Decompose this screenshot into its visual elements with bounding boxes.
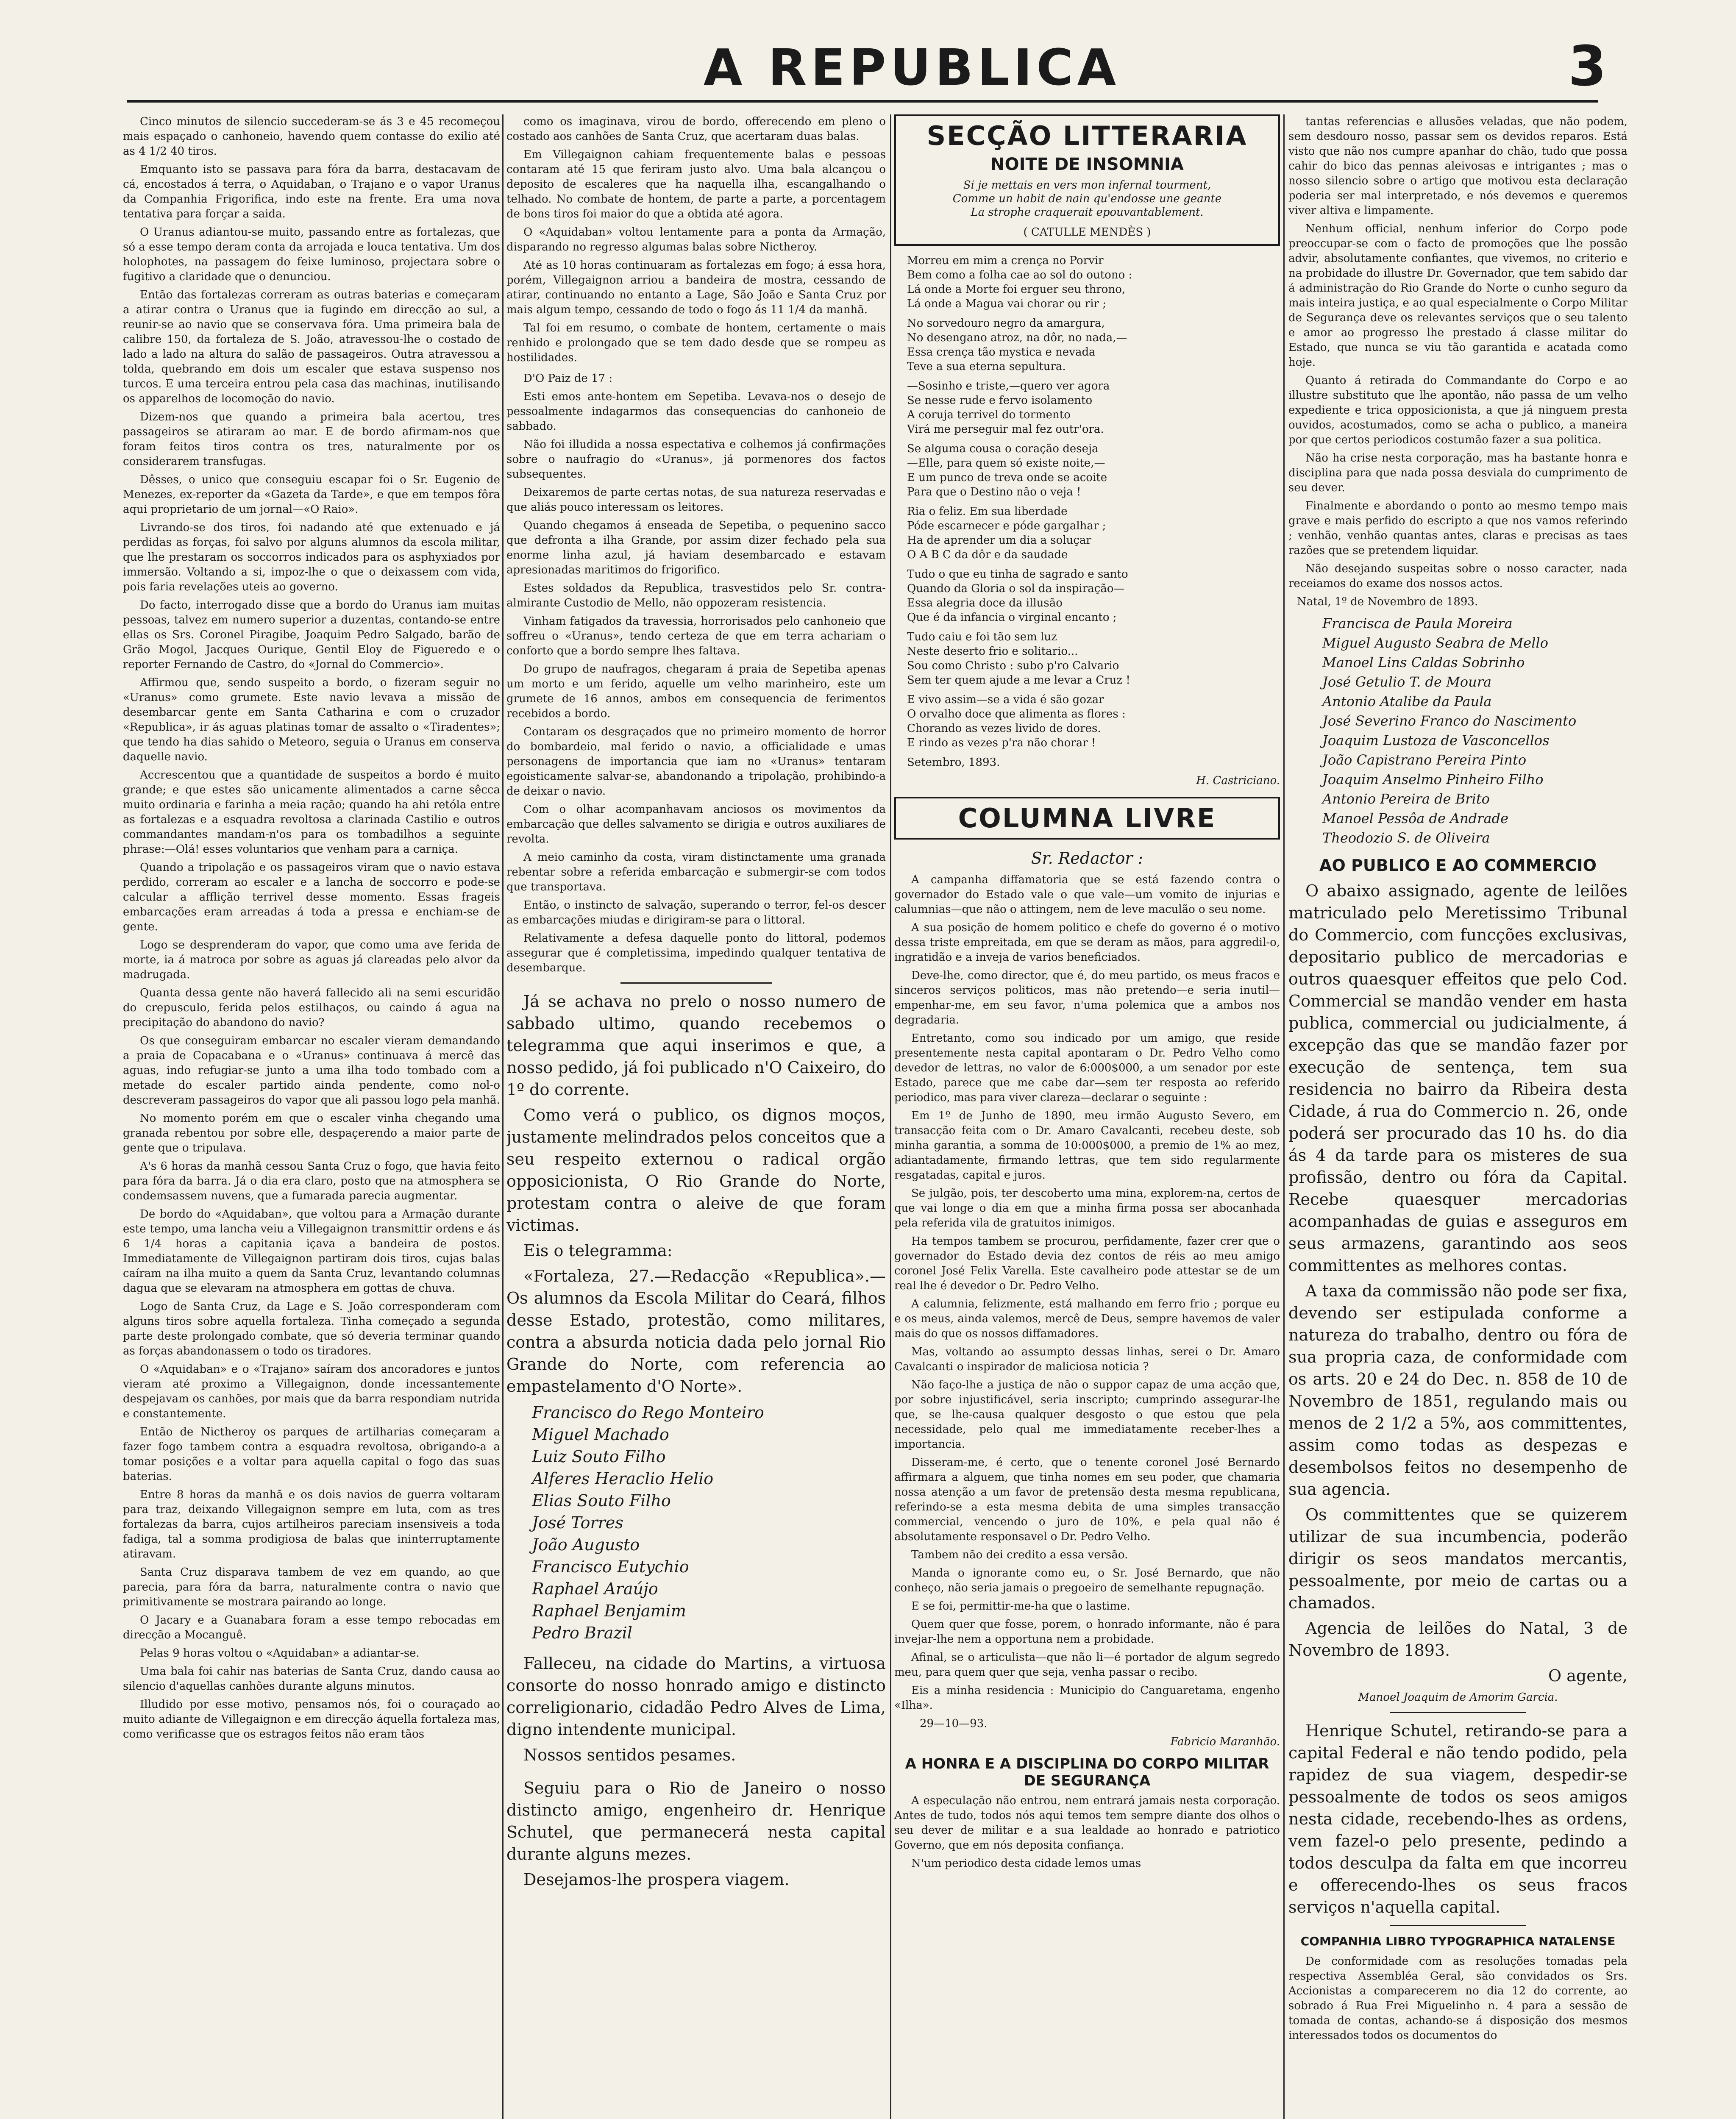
travel-notice: Seguiu para o Rio de Janeiro o nosso distincto amigo, engenheiro dr. Henrique Schutel, que permanecerá nesta capital durante alguns mezes. — [506, 1779, 886, 1863]
article-combat-continued — [506, 114, 886, 365]
column-1 — [123, 114, 500, 2119]
letter-paragraph: Se julgão, pois, ter descoberto uma mina, explorem-na, certos de que vai longe o dia em que a minha firma possa ser abocanhada pela referida vila de gratuitos inimigos. — [894, 1187, 1280, 1229]
signature-name: Alferes Heraclio Helio — [532, 1469, 714, 1488]
separator-rule — [620, 982, 772, 984]
letter-body — [894, 873, 1280, 1713]
poem-stanza: E vivo assim—se a vida é são gozar O orvalho doce que alimenta as flores : Chorando as vezes livido de dores. E rindo as vezes p'ra não chorar ! — [907, 693, 1126, 749]
article-paragraph: Illudido por esse motivo, pensamos nós, foi o couraçado ao muito adiante de Villegaignon e em direcção áquella fortaleza mas, como verificasse que os estragos feitos não eram tãos — [123, 1698, 500, 1741]
signature-name: Antonio Pereira de Brito — [1322, 791, 1490, 807]
article-paragraph: Nenhum official, nenhum inferior do Corpo pode preoccupar-se com o facto de promoções que lhe possão advir, absolutamente confiantes, que vivemos, no criterio e na probidade do illustre Dr. Governador, que tem sabido dar á administração do Rio Grande do Norte o cunho seguro da mais inteira justiça, e ao qual especialmente o Corpo Militar de Segurança deve os relevantes serviços que o seu talento e amor ao progresso lhe prestado á classe militar do Estado, que nunca se viu tão garantida e acatada como hoje. — [1288, 222, 1628, 369]
article-paragraph: Deixaremos de parte certas notas, de sua natureza reservadas e que aliás pouco interessam os leitores. — [506, 486, 886, 514]
article-paragraph: Cinco minutos de silencio succederam-se ás 3 e 45 recomeçou mais espaçado o canhoneio, havendo quem contasse do exilio até as 4 1/2 40 tiros. — [123, 115, 500, 158]
signature-name: Manoel Pessôa de Andrade — [1322, 810, 1509, 826]
letter-paragraph: Disseram-me, é certo, que o tenente coronel José Bernardo affirmara a alguem, que tinha nomes em seu poder, que chamaria nossa atenção a um favor de pretensão desta mesma republicana, referindo-se a esta mesma debita de uma simples transacção commercial, vencendo o juro de 10%, e pela qual não é absolutamente responsavel o Dr. Pedro Velho. — [894, 1456, 1280, 1543]
literary-section-header — [894, 114, 1280, 246]
article-paragraph: Quando a tripolação e os passageiros viram que o navio estava perdido, correram ao escaler e a lancha de soccorro e pode-se calcular a afflição terrivel desse momento. Essas frageis embarcações eram arreadas á toda a pressa e enchiam-se de gente. — [123, 861, 500, 933]
article-paragraph: Não foi illudida a nossa espectativa e colhemos já confirmações sobre o naufragio do «Uranus», já pormenores dos factos subsequentes. — [506, 438, 886, 481]
article-paragraph: Emquanto isto se passava para fóra da barra, destacavam de cá, encostados á terra, o Aquidaban, o Trajano e o vapor Uranus da Companhia Frigorifica, indo este na frente. Era uma nova tentativa para forçar a saida. — [123, 163, 500, 220]
military-paragraph: N'um periodico desta cidade lemos umas — [911, 1857, 1141, 1870]
letter-paragraph: Mas, voltando ao assumpto dessas linhas, serei o Dr. Amaro Cavalcanti o inspirador de maliciosa noticia ? — [894, 1346, 1280, 1373]
article-paragraph: Logo se desprenderam do vapor, que como uma ave ferida de morte, ia á matroca por sobre as aguas já clareadas pelo alvor da madrugada. — [123, 939, 500, 981]
article-paragraph: De bordo do «Aquidaban», que voltou para a Armação durante este tempo, uma lancha veiu a Villegaignon transmittir ordens e ás 6 1/4 horas a capitania içava a bandeira de postos. Immediatamente de Villegaignon partiram dois tiros, cujas balas caíram na ilha muito a quem da Santa Cruz, levantando columnas dagua que se elevaram na atmosphera em gottas de chuva. — [123, 1208, 500, 1295]
poem-stanza: Tudo caiu e foi tão sem luz Neste deserto frio e solitario... Sou como Christo : subo p'ro Calvario Sem ter quem ajude a me levar a Cruz ! — [907, 631, 1130, 687]
article-paragraph: Dizem-nos que quando a primeira bala acertou, tres passageiros se atiraram ao mar. E de bordo afirmam-nos que foram feitos tiros contra os tres, naturalmente por os considerarem transfugas. — [123, 411, 500, 468]
article-paragraph: Com o olhar acompanhavam anciosos os movimentos da embarcação que delles salvamento se dirigia e outros auxiliares de revolta. — [506, 803, 886, 845]
signature-name: Raphael Benjamim — [532, 1602, 686, 1620]
company-title: COMPANHIA LIBRO TYPOGRAPHICA NATALENSE — [1300, 1934, 1616, 1948]
masthead — [0, 0, 1736, 114]
article-paragraph: Logo de Santa Cruz, da Lage e S. João corresponderam com alguns tiros sobre aquella fortaleza. Tinha começado a segunda parte deste prolongado combate, que só deveria terminar quando as forças abandonassem o todo os tiradores. — [123, 1300, 500, 1357]
column-divider — [890, 114, 891, 2119]
letter-paragraph: A sua posição de homem politico e chefe do governo é o motivo dessa triste empreitada, em que se deram as mãos, para aggredil-o, ingratidão e a inveja de varios beneficiados. — [894, 921, 1280, 964]
article-paragraph: Santa Cruz disparava tambem de vez em quando, ao que parecia, para fóra da barra, naturalmente contra o navio que primitivamente se mostrara pairando ao longe. — [123, 1566, 500, 1608]
letter-paragraph: Manda o ignorante como eu, o Sr. José Bernardo, que não conheço, não seria jamais o pregoeiro de semelhante repugnação. — [894, 1567, 1280, 1594]
article-paragraph: Estes soldados da Republica, trasvestidos pelo Sr. contra-almirante Custodio de Mello, não oppozeram resistencia. — [506, 582, 886, 609]
article-paragraph: Não desejando suspeitas sobre o nosso caracter, nada receiamos do exame dos nossos actos. — [1288, 562, 1628, 590]
auction-paragraph: O abaixo assignado, agente de leilões matriculado pelo Meretissimo Tribunal do Commercio, com funcções exclusivas, depositario publico de mercadorias e outros quaesquer effeitos que pelo Cod. Commercial se mandão vender em hasta publica, commercial ou judicialmente, á excepção das que se mandão fazer por execução de sentença, tem sua residencia no bairro da Ribeira desta Cidade, á rua do Commercio n. 26, onde poderá ser procurado das 10 hs. do dia ás 4 da tarde para os misteres de sua profissão, dentro ou fóra da Capital. Recebe quaesquer mercadorias acompanhadas de guias e asseguros em seus armazens, garantindo aos seos committentes as melhores contas. — [1288, 882, 1628, 1275]
poem-body — [894, 253, 1280, 750]
article-paragraph: Do facto, interrogado disse que a bordo do Uranus iam muitas pessoas, talvez em numero superior a duzentas, contando-se entre ellas os Srs. Coronel Piragibe, Joaquim Pedro Salgado, barão de Grão Mogol, Jacques Ourique, Gentil Eloy de Figueredo e o reporter Fernando de Castro, do «Jornal do Commercio». — [123, 599, 500, 671]
signature-name: Theodozio S. de Oliveira — [1322, 830, 1490, 846]
article-paragraph: Quando chegamos á enseada de Sepetiba, o pequenino sacco que defronta a ilha Grande, por assim dizer fechado pela sua enorme linha azul, já haviam desembarcado e estavam apresionadas maritimos do frigorifico. — [506, 519, 886, 576]
signature-name: Luiz Souto Filho — [532, 1447, 666, 1466]
article-paragraph: O Uranus adiantou-se muito, passando entre as fortalezas, que só a esse tempo deram conta da arrojada e louca tentativa. Um dos holophotes, na passagem do feixe luminoso, projectara sobre o fugitivo a claridade que o denunciou. — [123, 226, 500, 283]
telegram-paragraph: «Fortaleza, 27.—Redacção «Republica».—Os alumnos da Escola Militar do Ceará, filhos desse Estado, protestão, como militares, contra a absurda noticia dada pelo jornal Rio Grande do Norte, com referencia ao empastelamento d'O Norte». — [506, 1267, 886, 1396]
article-paragraph: A's 6 horas da manhã cessou Santa Cruz o fogo, que havia feito para fóra da barra. Já o dia era claro, posto que na atmosphera se condemsassem nuvens, que a fumarada parecia augmentar. — [123, 1160, 500, 1202]
article-paragraph: Affirmou que, sendo suspeito a bordo, o fizeram seguir no «Uranus» como grumete. Este navio levava a missão de desembarcar gente em Santa Catharina e com o cruzador «Republica», ir ás aguas platinas tomar de assalto o «Tiradentes»; que tendo ha dias sahido o Meteoro, seguia o Uranus em conserva daquelle navio. — [123, 676, 500, 763]
article-paragraph: Finalmente e abordando o ponto ao mesmo tempo mais grave e mais perfido do escripto a que nos vamos referindo ; venhão, venhão quantas antes, claras e precisas as taes razões que se pretendem liquidar. — [1288, 500, 1628, 557]
column-2 — [506, 114, 886, 2119]
article-paragraph: A meio caminho da costa, viram distinctamente uma granada rebentar sobre a referida embarcação e submergir-se com todos que transportava. — [506, 851, 886, 893]
telegram-signatures — [532, 1402, 886, 1644]
column-4 — [1288, 114, 1628, 2119]
obituary-condolence: Nossos sentidos pesames. — [523, 1746, 736, 1764]
poem-stanza: Morreu em mim a crença no Porvir Bem como a folha cae ao sol do outono : Lá onde a Morte foi erguer seu throno, Lá onde a Magua vai chorar ou rir ; — [907, 254, 1132, 310]
military-article-continued — [1288, 114, 1628, 591]
letter-paragraph: Não faço-lhe a justiça de não o suppor capaz de uma acção que, por sobre injustificável, seria inscripto; cumprindo assegurar-lhe que, se lhe-causa qualquer desgosto o que estou que pela necessidade, pelo qual me immediatamente receber-lhes a importancia. — [894, 1379, 1280, 1451]
article-paragraph: Vinham fatigados da travessia, horrorisados pelo canhoneio que soffreu o «Uranus», tendo certeza de que em terra achariam o conforto que a bordo sempre lhes faltava. — [506, 615, 886, 657]
signature-name: Antonio Atalibe da Paula — [1322, 693, 1492, 709]
article-paragraph: Livrando-se dos tiros, foi nadando até que extenuado e já perdidas as forças, foi salvo por alguns alumnos da escola militar, que lhe prestaram os soccorros indicados para os asphyxiados por immersão. Voltando a si, impoz-lhe o que o deixassem com vida, pois faria revelações uteis ao governo. — [123, 521, 500, 593]
article-paragraph: O Jacary e a Guanabara foram a esse tempo rebocadas em direcção a Mocanguê. — [123, 1614, 500, 1641]
article-paragraph: Esti emos ante-hontem em Sepetiba. Levava-nos o desejo de pessoalmente indagarmos das consequencias do canhoneio de sabbado. — [506, 390, 886, 433]
auction-notice — [1288, 880, 1628, 1661]
letter-paragraph: Deve-lhe, como director, que é, do meu partido, os meus fracos e sinceros serviços politicos, mas não pretendo—e seria inutil—empenhar-me, em seu favor, n'uma polemica que a ambos nos degradaria. — [894, 969, 1280, 1026]
column-3 — [894, 114, 1280, 2119]
signature-name: Joaquim Anselmo Pinheiro Filho — [1322, 771, 1544, 787]
telegram-paragraph: Como verá o publico, os dignos moços, justamente melindrados pelos conceitos que a seu respeito externou o radical orgão opposicionista, O Rio Grande do Norte, protestam contra o aleive de que foram victimas. — [506, 1106, 886, 1235]
signature-name: José Getulio T. de Moura — [1322, 674, 1492, 690]
article-paragraph: Quanta dessa gente não haverá fallecido ali na semi escuridão do crepusculo, ferida pelos estilhaços, ou caindo á agua na precipitação do abandono do navio? — [123, 987, 500, 1029]
poem-stanza: Se alguma cousa o coração deseja —Elle, para quem só existe noite,— E um punco de treva onde se acoite Para que o Destino não o veja ! — [907, 442, 1107, 498]
article-sepetiba — [506, 389, 886, 976]
article-paragraph: Não ha crise nesta corporação, mas ha bastante honra e disciplina para que nada possa desviala do cumprimento de seu dever. — [1288, 452, 1628, 494]
section-title: SECÇÃO LITTERARIA — [926, 120, 1248, 151]
article-paragraph: tantas referencias e allusões veladas, que não podem, sem desdouro nosso, passar sem os devidos reparos. Está visto que não nos cumpre apanhar do chão, tudo que possa cahir do bico das pennas aleivosas e intrigantes ; mas o nosso silencio sobre o artigo que motivou esta declaração poderia ser mal interpretado, e nós devemos e queremos viver altiva e limpamente. — [1288, 115, 1628, 217]
letter-paragraph: A calumnia, felizmente, está malhando em ferro frio ; porque eu e os meus, ainda valemos, mercê de Deus, sempre havemos de valer mais do que os nossos diffamadores. — [894, 1298, 1280, 1340]
epigraph-author: ( CATULLE MENDÈS ) — [1023, 226, 1151, 239]
newspaper-title: A REPUBLICA — [704, 38, 1121, 97]
free-column-header — [894, 797, 1280, 840]
article-paragraph: O «Aquidaban» e o «Trajano» saíram dos ancoradores e juntos vieram até proximo a Villegaignon, donde incessantemente despejavam os canhões, por mais que da barra respondiam nutrida e constantemente. — [123, 1363, 500, 1420]
poem-date: Setembro, 1893. — [907, 756, 1000, 769]
poem-title: NOITE DE INSOMNIA — [990, 155, 1184, 174]
article-paragraph: Os que conseguiram embarcar no escaler vieram demandando a praia de Copacabana e o «Uranus» continuava á mercê das aguas, indo refugiar-se junto a uma ilha todo tombado com a metade do escaler partido ainda pendente, como nol-o descreveram passageiros do vapor que ali passou logo pela manhã. — [123, 1034, 500, 1107]
separator-rule — [1390, 1712, 1526, 1713]
source-line: D'O Paiz de 17 : — [523, 372, 613, 385]
letter-paragraph: A campanha diffamatoria que se está fazendo contra o governador do Estado vale o que vale—um vomito de injurias e calumnias—que não o attingem, nem de leve maculão o seu nome. — [894, 873, 1280, 916]
letter-author: Fabricio Maranhão. — [1170, 1735, 1280, 1748]
signature-name: Raphael Araújo — [532, 1580, 658, 1598]
article-paragraph: Accrescentou que a quantidade de suspeitos a bordo é muito grande; e que estes são unicamente alimentados a carne sêcca muito ordinaria e farinha a meia ração; quando ha ahi retóla entre as fortalezas e a esquadra revoltosa a clarinada Castilio e outros commandantes mandam-n'os para os tombadilhos a seguinte phrase:—Olá! esses voluntarios que venham para a carniça. — [123, 769, 500, 856]
article-paragraph: No momento porém em que o escaler vinha chegando uma granada rebentou por sobre elle, despaçerendo a maior parte de gente que o tripulava. — [123, 1112, 500, 1154]
article-paragraph: Em Villegaignon cahiam frequentemente balas e pessoas contaram até 15 que feriram justo alvo. Uma bala alcançou o deposito de escaleres que ha naquella ilha, escangalhando o telhado. No combate de hontem, de parte a parte, a porcentagem de bons tiros foi maior do que a obtida até agora. — [506, 148, 886, 220]
letter-paragraph: Eis a minha residencia : Municipio do Canguaretama, engenho «Ilha». — [894, 1684, 1280, 1712]
section-title: COLUMNA LIVRE — [958, 803, 1216, 834]
article-paragraph: Quanto á retirada do Commandante do Corpo e ao illustre substituto que lhe apontão, não passa de um velho expediente e trica opposicionista, a que já ninguem presta ouvidos, acostumados, como se acha o publico, a maneira por que certos periodicos costumão fazer a sua politica. — [1288, 374, 1628, 446]
public-commerce-title: AO PUBLICO E AO COMMERCIO — [1319, 856, 1597, 875]
masthead-rule — [127, 100, 1598, 103]
article-telegram — [506, 990, 886, 1397]
agent-name: Manoel Joaquim de Amorim Garcia. — [1358, 1691, 1558, 1704]
separator-rule — [1390, 1925, 1526, 1926]
article-paragraph: Do grupo de naufragos, chegaram á praia de Sepetiba apenas um morto e um ferido, aquelle um velho marinheiro, este um grumete de 16 annos, ambos em consequencia de ferimentos recebidos a bordo. — [506, 663, 886, 720]
auction-paragraph: Agencia de leilões do Natal, 3 de Novembro de 1893. — [1288, 1619, 1628, 1660]
company-notice: De conformidade com as resoluções tomadas pela respectiva Assembléa Geral, são convidados os Srs. Accionistas a comparecerem no dia 12 do corrente, ao sobrado á Rua Frei Miguelinho n. 4 para a sessão de tomada de contas, achando-se á disposição dos mesmos interessados todos os documentos do — [1288, 1955, 1628, 2042]
signature-name: José Severino Franco do Nascimento — [1322, 713, 1577, 729]
schutel-notice: Henrique Schutel, retirando-se para a capital Federal e não tendo podido, pela rapidez de sua viagem, despedir-se pessoalmente de todos os seos amigos nesta cidade, recebendo-lhes as ordens, vem fazel-o pelo presente, pedindo a todos desculpa da falta em que incorreu e offerecendo-lhes os seus fracos serviços n'aquella capital. — [1288, 1721, 1628, 1916]
poem-stanza: No sorvedouro negro da amargura, No desengano atroz, na dôr, no nada,— Essa crença tão mystica e nevada Teve a sua eterna sepultura. — [907, 317, 1127, 373]
article-paragraph: Relativamente a defesa daquelle ponto do littoral, podemos assegurar que é completissima, impedindo qualquer tentativa de desembarque. — [506, 932, 886, 974]
telegram-paragraph: Eis o telegramma: — [523, 1241, 673, 1260]
auction-paragraph: Os committentes que se quizerem utilizar de sua incumbencia, poderão dirigir os seos mandatos mercantis, pessoalmente, por meio de cartas ou a chamados. — [1288, 1505, 1628, 1612]
article-combat-report — [123, 114, 500, 1742]
military-paragraph: A especulação não entrou, nem entrará jamais nesta corporação. Antes de tudo, todos nós aqui temos tem sempre diante dos olhos o seu dever de militar e a sua lealdade ao honrado e patriotico Governo, que em nós deposita confiança. — [894, 1794, 1280, 1852]
auction-paragraph: A taxa da commissão não pode ser fixa, devendo ser estipulada conforme a natureza do trabalho, dentro ou fóra de sua propria caza, de conformidade com os arts. 20 e 24 do Dec. n. 858 de 10 de Novembro de 1851, regulando mais ou menos de 2 1/2 a 5%, aos committentes, assim como todas as despezas e desembolsos feitos no desempenho de sua agencia. — [1288, 1282, 1628, 1499]
letter-paragraph: Tambem não dei credito a essa versão. — [911, 1549, 1128, 1561]
article-paragraph: O «Aquidaban» voltou lentamente para a ponta da Armação, disparando no regresso algumas balas sobre Nictheroy. — [506, 226, 886, 253]
letter-paragraph: Entretanto, como sou indicado por um amigo, que reside presentemente nesta capital apontaram o Dr. Pedro Velho como devedor de lettras, no valor de 6:000$000, a um senador por este Estado, parece que me cabe dar—sem ter resposta ao referido periodico, mas para viver clareza—declarar o seguinte : — [894, 1032, 1280, 1104]
article-paragraph: Então de Nictheroy os parques de artilharias começaram a fazer fogo tambem contra a esquadra revoltosa, obrigando-a a tomar posições e a voltar para aquella capital o fogo das suas baterias. — [123, 1426, 500, 1483]
letter-date: 29—10—93. — [920, 1717, 988, 1730]
letter-paragraph: Quem quer que fosse, porem, o honrado informante, não é para invejar-lhe nem a opportuna nem a probidade. — [894, 1618, 1280, 1646]
article-paragraph: Até as 10 horas continuaram as fortalezas em fogo; á essa hora, porém, Villegaignon arriou a bandeira de mostra, cessando de atirar, continuando no entanto a Lage, São João e Santa Cruz por mais algum tempo, cessando de todo o fogo ás 11 1/4 da manhã. — [506, 259, 886, 316]
article-paragraph: Dêsses, o unico que conseguiu escapar foi o Sr. Eugenio de Menezes, ex-reporter da «Gazeta da Tarde», e que em tempos fôra aqui proprietario de um jornal—«O Raio». — [123, 473, 500, 516]
travel-wish: Desejamos-lhe prospera viagem. — [523, 1870, 790, 1889]
article-paragraph: Então das fortalezas correram as outras baterias e começaram a atirar contra o Uranus que ia fugindo em direcção ao sul, a reunir-se ao navio que se conservava fóra. Uma primeira bala de calibre 150, da fortaleza de S. João, atravessou-lhe o costado de lado a lado na altura do salão de passageiros. Outra atravessou a tolda, quebrando em dois um escaler que estava suspenso nos turcos. E uma terceira entrou pela casa das machinas, inutilisando os apparelhos de locomoção do navio. — [123, 289, 500, 405]
signature-name: Elias Souto Filho — [532, 1491, 671, 1510]
letter-paragraph: E se foi, permittir-me-ha que o lastime. — [911, 1600, 1130, 1613]
obituary-notice: Falleceu, na cidade do Martins, a virtuosa consorte do nosso honrado amigo e distincto correligionario, cidadão Pedro Alves de Lima, digno intendente municipal. — [506, 1654, 886, 1739]
column-divider — [1283, 114, 1285, 2119]
letter-paragraph: Em 1º de Junho de 1890, meu irmão Augusto Severo, em transacção feita com o Dr. Amaro Cavalcanti, recebeu deste, sob minha garantia, a somma de 10:000$000, a premio de 1% ao mez, adiantadamente, firmando lettras, que tem sido regularmente resgatadas, capital e juros. — [894, 1110, 1280, 1182]
article-paragraph: Entre 8 horas da manhã e os dois navios de guerra voltaram para traz, deixando Villegaignon sempre em luta, com as tres fortalezas da barra, cujos artilheiros pareciam insensiveis a toda fadiga, tal a somma prodigiosa de balas que ininterruptamente atiravam. — [123, 1488, 500, 1560]
article-paragraph: Uma bala foi cahir nas baterias de Santa Cruz, dando causa ao silencio d'aquellas canhões durante alguns minutos. — [123, 1665, 500, 1693]
article-paragraph: Pelas 9 horas voltou o «Aquidaban» a adiantar-se. — [140, 1647, 420, 1660]
date-line: Natal, 1º de Novembro de 1893. — [1297, 595, 1478, 608]
agent-title: O agente, — [1548, 1666, 1628, 1685]
page-number: 3 — [1568, 34, 1607, 98]
signature-name: Francisco do Rego Monteiro — [532, 1403, 764, 1422]
column-divider — [502, 114, 504, 2119]
poem-stanza: Tudo o que eu tinha de sagrado e santo Quando da Gloria o sol da inspiração— Essa alegria doce da illusão Que é da infancia o virginal encanto ; — [907, 568, 1128, 624]
letter-paragraph: Ha tempos tambem se procurou, perfidamente, fazer crer que o governador do Estado devia dez contos de réis ao meu amigo coronel José Felix Varella. Este cavalheiro pode attestar se de um real lhe é devedor o Dr. Pedro Velho. — [894, 1235, 1280, 1292]
telegram-paragraph: Já se achava no prelo o nosso numero de sabbado ultimo, quando recebemos o telegramma que aqui inserimos e que, a nosso pedido, já foi publicado n'O Caixeiro, do 1º do corrente. — [506, 992, 886, 1099]
signature-name: Francisca de Paula Moreira — [1322, 615, 1513, 631]
signature-name: Manoel Lins Caldas Sobrinho — [1322, 654, 1525, 670]
poem-author: H. Castriciano. — [1196, 774, 1280, 787]
article-paragraph: Tal foi em resumo, o combate de hontem, certamente o mais renhido e prolongado que se tem dado desde que se rompeu as hostilidades. — [506, 322, 886, 364]
signature-name: Joaquim Lustoza de Vasconcellos — [1322, 732, 1550, 748]
signature-name: José Torres — [532, 1513, 623, 1532]
poem-stanza: Ria o feliz. Em sua liberdade Póde escarnecer e póde gargalhar ; Ha de aprender um dia a soluçar O A B C da dôr e da saudade — [907, 505, 1106, 561]
officer-signatures — [1322, 614, 1628, 848]
signature-name: Pedro Brazil — [532, 1624, 632, 1642]
article-paragraph: Contaram os desgraçados que no primeiro momento de horror do bombardeio, mal ferido o navio, a officialidade e umas personagens de importancia que iam no «Uranus» tentaram egoisticamente salvar-se, abandonando a tripolação, prohibindo-a de deixar o navio. — [506, 726, 886, 798]
signature-name: João Augusto — [532, 1535, 640, 1554]
letter-paragraph: Afinal, se o articulista—que não li—é portador de algum segredo meu, para quem quer que seja, venha passar o recibo. — [894, 1651, 1280, 1679]
poem-epigraph: Si je mettais en vers mon infernal tourment, Comme un habit de nain qu'endosse une geante La strophe craquerait epouvantablement. — [952, 179, 1222, 219]
salutation: Sr. Redactor : — [1031, 849, 1143, 868]
signature-name: João Capistrano Pereira Pinto — [1322, 752, 1527, 768]
article-paragraph: como os imaginava, virou de bordo, offerecendo em pleno o costado aos canhões de Santa Cruz, que acertaram duas balas. — [506, 115, 886, 143]
poem-stanza: —Sosinho e triste,—quero ver agora Se nesse rude e fervo isolamento A coruja terrivel do tormento Virá me perseguir mal fez outr'ora. — [907, 380, 1110, 436]
signature-name: Francisco Eutychio — [532, 1557, 689, 1576]
article-paragraph: Então, o instincto de salvação, superando o terror, fel-os descer as embarcações miudas e dirigiram-se para o littoral. — [506, 899, 886, 926]
signature-name: Miguel Augusto Seabra de Mello — [1322, 635, 1548, 651]
military-section-title: A HONRA E A DISCIPLINA DO CORPO MILITAR DE SEGURANÇA — [905, 1755, 1269, 1789]
signature-name: Miguel Machado — [532, 1425, 669, 1444]
